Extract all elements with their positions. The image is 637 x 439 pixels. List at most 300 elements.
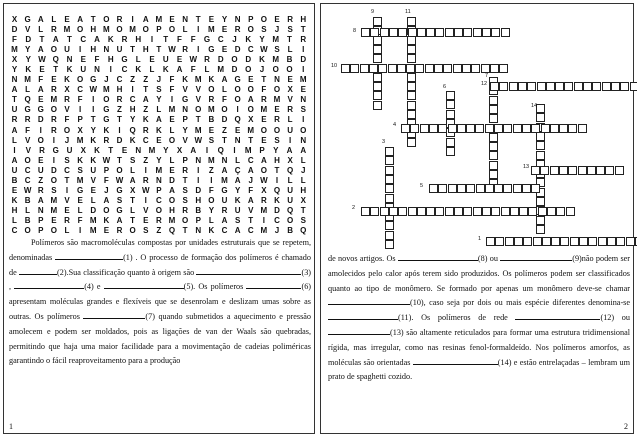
word-search-letter[interactable]: J <box>274 25 280 35</box>
word-search-letter[interactable]: C <box>217 35 224 45</box>
word-search-letter[interactable]: Y <box>156 95 162 105</box>
word-search-letter[interactable]: D <box>90 205 97 215</box>
word-search-letter[interactable]: K <box>135 65 142 75</box>
word-search-letter[interactable]: R <box>142 175 149 185</box>
word-search-letter[interactable]: I <box>275 175 279 185</box>
crossword-cell-7[interactable] <box>489 96 498 105</box>
word-search-letter[interactable]: E <box>208 15 215 24</box>
word-search-letter[interactable]: U <box>162 55 169 65</box>
crossword-cell-1[interactable] <box>542 237 551 246</box>
word-search-letter[interactable]: E <box>274 105 280 115</box>
word-search-letter[interactable]: F <box>12 35 17 45</box>
word-search-letter[interactable]: M <box>168 215 176 225</box>
word-search-letter[interactable]: I <box>109 65 112 75</box>
word-search-letter[interactable]: M <box>50 205 58 215</box>
word-search-letter[interactable]: A <box>11 155 18 165</box>
crossword-cell-9[interactable] <box>373 101 382 110</box>
word-search-letter[interactable]: C <box>116 75 123 85</box>
word-search-letter[interactable]: X <box>64 85 70 95</box>
word-search-letter[interactable]: T <box>90 115 96 125</box>
crossword-cell-12[interactable] <box>630 82 637 91</box>
word-search-letter[interactable]: N <box>182 105 189 115</box>
word-search-letter[interactable]: O <box>273 85 281 95</box>
word-search-letter[interactable]: E <box>248 75 254 85</box>
crossword-cell-2[interactable] <box>389 207 398 216</box>
word-search-letter[interactable]: A <box>234 175 241 185</box>
word-search-letter[interactable]: Q <box>52 55 59 65</box>
word-search-letter[interactable]: D <box>231 65 238 75</box>
word-search-letter[interactable]: W <box>38 55 46 65</box>
word-search-letter[interactable]: O <box>245 65 252 75</box>
word-search-letter[interactable]: J <box>301 165 306 175</box>
word-search-letter[interactable]: I <box>302 45 305 55</box>
word-search-letter[interactable]: K <box>103 125 110 135</box>
crossword-cell-2[interactable] <box>454 207 463 216</box>
word-search-letter[interactable]: I <box>150 35 154 45</box>
word-search-letter[interactable]: S <box>64 155 70 165</box>
word-search-letter[interactable]: H <box>107 55 114 65</box>
word-search-letter[interactable]: M <box>63 25 71 35</box>
word-search-letter[interactable]: D <box>11 25 18 35</box>
crossword-cell-8[interactable] <box>408 28 417 37</box>
word-search-letter[interactable]: R <box>50 115 57 125</box>
word-search-letter[interactable]: K <box>182 75 189 85</box>
word-search-letter[interactable]: T <box>261 75 267 85</box>
crossword-cell-2[interactable] <box>538 207 547 216</box>
word-search-letter[interactable]: A <box>176 65 183 75</box>
word-search-letter[interactable]: V <box>24 135 31 145</box>
crossword-cell-9[interactable] <box>373 45 382 54</box>
word-search-letter[interactable]: Y <box>156 155 162 165</box>
crossword-cell-10[interactable] <box>397 64 406 73</box>
word-search-letter[interactable]: M <box>155 15 163 24</box>
word-search-letter[interactable]: O <box>129 225 136 235</box>
word-search-letter[interactable]: U <box>221 195 228 205</box>
crossword-cell-7[interactable] <box>489 170 498 179</box>
crossword-cell-12[interactable] <box>527 82 536 91</box>
word-search-letter[interactable]: O <box>231 55 238 65</box>
word-search-letter[interactable]: O <box>103 205 110 215</box>
word-search-letter[interactable]: A <box>221 215 228 225</box>
word-search-letter[interactable]: D <box>25 35 32 45</box>
word-search-letter[interactable]: Z <box>143 155 149 165</box>
crossword-cell-13[interactable] <box>605 166 614 175</box>
word-search-letter[interactable]: H <box>116 85 123 95</box>
word-search-letter[interactable]: E <box>64 205 70 215</box>
word-search-letter[interactable]: P <box>248 15 254 24</box>
word-search-letter[interactable]: N <box>274 75 280 85</box>
word-search-letter[interactable]: W <box>194 135 203 145</box>
crossword-cell-5[interactable] <box>466 184 475 193</box>
word-search-letter[interactable]: R <box>50 25 57 35</box>
word-search-letter[interactable]: S <box>182 185 188 195</box>
word-search-letter[interactable]: J <box>156 75 162 85</box>
crossword-cell-5[interactable] <box>503 184 512 193</box>
word-search-letter[interactable]: N <box>103 45 110 55</box>
word-search-letter[interactable]: A <box>286 145 293 155</box>
word-search-letter[interactable]: L <box>287 175 293 185</box>
word-search-letter[interactable]: E <box>221 25 228 35</box>
word-search-letter[interactable]: F <box>77 95 83 105</box>
word-search-letter[interactable]: G <box>116 185 123 195</box>
word-search-letter[interactable]: M <box>148 145 156 155</box>
crossword-cell-1[interactable] <box>560 237 569 246</box>
crossword-cell-5[interactable] <box>485 184 494 193</box>
word-search-letter[interactable]: O <box>260 125 267 135</box>
word-search-letter[interactable]: N <box>221 155 228 165</box>
word-search-letter[interactable]: R <box>182 165 189 175</box>
word-search-letter[interactable]: X <box>287 85 293 95</box>
word-search-letter[interactable]: V <box>90 175 96 185</box>
word-search-letter[interactable]: F <box>177 35 182 45</box>
crossword-cell-2[interactable] <box>426 207 435 216</box>
crossword-cell-12[interactable] <box>564 82 573 91</box>
word-search-letter[interactable]: R <box>50 125 57 135</box>
word-search-letter[interactable]: I <box>131 85 134 95</box>
word-search-letter[interactable]: D <box>217 55 224 65</box>
word-search-letter[interactable]: I <box>79 225 82 235</box>
crossword-cell-2[interactable] <box>463 207 472 216</box>
word-search-letter[interactable]: R <box>221 205 228 215</box>
word-search-letter[interactable]: R <box>274 115 280 125</box>
word-search-letter[interactable]: G <box>116 205 123 215</box>
word-search-letter[interactable]: M <box>103 85 110 95</box>
word-search-letter[interactable]: H <box>142 45 149 55</box>
crossword-cell-1[interactable] <box>523 237 532 246</box>
word-search-letter[interactable]: T <box>117 155 122 165</box>
crossword-cell-4[interactable] <box>559 124 568 133</box>
word-search-letter[interactable]: Y <box>11 65 18 75</box>
crossword-cell-5[interactable] <box>448 184 457 193</box>
word-search-letter[interactable]: T <box>222 135 227 145</box>
crossword-cell-6[interactable] <box>446 147 455 156</box>
answer-blank-7[interactable] <box>83 311 145 319</box>
crossword-cell-1[interactable] <box>616 237 625 246</box>
crossword-cell-12[interactable] <box>583 82 592 91</box>
word-search-letter[interactable]: R <box>234 25 241 35</box>
word-search-letter[interactable]: W <box>189 55 198 65</box>
word-search-letter[interactable]: E <box>80 55 86 65</box>
crossword-cell-8[interactable] <box>380 28 389 37</box>
crossword-cell-5[interactable] <box>476 184 485 193</box>
word-search-letter[interactable]: W <box>260 175 268 185</box>
word-search-letter[interactable]: X <box>11 55 18 65</box>
word-search-letter[interactable]: G <box>208 45 215 55</box>
word-search-letter[interactable]: I <box>236 105 239 115</box>
word-search-letter[interactable]: K <box>274 195 280 205</box>
word-search-letter[interactable]: O <box>155 205 162 215</box>
word-search-letter[interactable]: R <box>182 205 189 215</box>
word-search-letter[interactable]: R <box>260 195 267 205</box>
word-search-letter[interactable]: E <box>234 125 241 135</box>
word-search-letter[interactable]: X <box>77 125 83 135</box>
word-search-letter[interactable]: K <box>129 135 136 145</box>
crossword-cell-10[interactable] <box>360 64 369 73</box>
word-search-letter[interactable]: X <box>129 185 136 195</box>
word-search-letter[interactable]: N <box>234 15 241 24</box>
word-search-letter[interactable]: F <box>103 175 109 185</box>
word-search-letter[interactable]: L <box>64 225 70 235</box>
crossword-cell-2[interactable] <box>491 207 500 216</box>
crossword-cell-13[interactable] <box>559 166 568 175</box>
word-search-letter[interactable]: E <box>38 155 44 165</box>
word-search-letter[interactable]: P <box>156 185 162 195</box>
word-search-letter[interactable]: R <box>155 215 162 225</box>
word-search-letter[interactable]: F <box>77 215 83 225</box>
word-search-letter[interactable]: L <box>12 215 17 225</box>
word-search-letter[interactable]: L <box>12 135 17 145</box>
word-search-letter[interactable]: O <box>50 175 57 185</box>
word-search-letter[interactable]: P <box>195 215 201 225</box>
crossword-cell-7[interactable] <box>489 133 498 142</box>
word-search-letter[interactable]: P <box>38 215 44 225</box>
word-search-letter[interactable]: N <box>182 15 189 24</box>
word-search-letter[interactable]: X <box>300 195 306 205</box>
word-search-letter[interactable]: D <box>274 205 280 215</box>
crossword-cell-10[interactable] <box>453 64 462 73</box>
answer-blank-5[interactable] <box>104 281 184 289</box>
word-search-letter[interactable]: T <box>67 35 72 45</box>
crossword-cell-2[interactable] <box>380 207 389 216</box>
word-search-letter[interactable]: J <box>64 135 70 145</box>
word-search-letter[interactable]: G <box>103 115 110 125</box>
word-search-letter[interactable]: H <box>274 155 280 165</box>
word-search-letter[interactable]: M <box>11 45 18 55</box>
word-search-letter[interactable]: J <box>274 225 280 235</box>
word-search-letter[interactable]: T <box>12 95 17 105</box>
word-search-letter[interactable]: A <box>77 15 84 24</box>
word-search-letter[interactable]: L <box>130 165 136 175</box>
crossword-cell-12[interactable] <box>546 82 555 91</box>
answer-blank-6[interactable] <box>246 281 301 289</box>
word-search-letter[interactable]: C <box>121 65 128 75</box>
crossword-cell-5[interactable] <box>531 184 540 193</box>
crossword-cell-13[interactable] <box>540 166 549 175</box>
crossword-cell-8[interactable] <box>482 28 491 37</box>
word-search-letter[interactable]: G <box>182 95 189 105</box>
word-search-letter[interactable]: P <box>182 155 188 165</box>
word-search-letter[interactable]: V <box>248 205 254 215</box>
word-search-letter[interactable]: K <box>11 195 18 205</box>
word-search-letter[interactable]: V <box>182 135 188 145</box>
crossword-cell-5[interactable] <box>429 184 438 193</box>
crossword-cell-3[interactable] <box>385 147 394 156</box>
crossword-cell-4[interactable] <box>429 124 438 133</box>
word-search-letter[interactable]: L <box>156 105 162 115</box>
word-search-letter[interactable]: G <box>203 35 211 45</box>
word-search-letter[interactable]: I <box>302 65 305 75</box>
word-search-letter[interactable]: L <box>287 45 293 55</box>
word-search-letter[interactable]: C <box>129 95 136 105</box>
word-search-letter[interactable]: R <box>142 125 149 135</box>
word-search-letter[interactable]: T <box>90 15 96 24</box>
word-search-letter[interactable]: I <box>118 125 121 135</box>
crossword-cell-4[interactable] <box>550 124 559 133</box>
word-search-letter[interactable]: S <box>261 25 267 35</box>
crossword-cell-14[interactable] <box>536 216 545 225</box>
word-search-letter[interactable]: C <box>24 165 31 175</box>
word-search-letter[interactable]: L <box>135 55 141 65</box>
word-search-letter[interactable]: E <box>169 115 175 125</box>
crossword-cell-13[interactable] <box>578 166 587 175</box>
word-search-letter[interactable]: M <box>76 175 84 185</box>
word-search-letter[interactable]: I <box>144 195 147 205</box>
word-search-letter[interactable]: P <box>182 115 188 125</box>
crossword-cell-14[interactable] <box>536 113 545 122</box>
word-search-letter[interactable]: A <box>129 175 136 185</box>
crossword-cell-11[interactable] <box>407 17 416 26</box>
word-search-letter[interactable]: K <box>64 75 70 85</box>
word-search-letter[interactable]: K <box>66 65 73 75</box>
word-search-letter[interactable]: K <box>155 125 162 135</box>
word-search-letter[interactable]: S <box>300 215 306 225</box>
word-search-letter[interactable]: K <box>94 145 100 155</box>
word-search-letter[interactable]: A <box>37 45 44 55</box>
word-search-letter[interactable]: L <box>149 65 155 75</box>
word-search-letter[interactable]: Z <box>208 165 214 175</box>
word-search-letter[interactable]: O <box>260 165 267 175</box>
word-search-letter[interactable]: Q <box>287 165 294 175</box>
word-search-letter[interactable]: I <box>79 45 82 55</box>
word-search-letter[interactable]: Y <box>24 45 31 55</box>
crossword-cell-10[interactable] <box>369 64 378 73</box>
word-search-letter[interactable]: O <box>300 125 307 135</box>
crossword-cell-2[interactable] <box>361 207 370 216</box>
word-search-letter[interactable]: M <box>260 105 268 115</box>
crossword-cell-8[interactable] <box>426 28 435 37</box>
word-search-letter[interactable]: Q <box>129 125 136 135</box>
word-search-letter[interactable]: K <box>142 115 149 125</box>
word-search-letter[interactable]: M <box>272 35 280 45</box>
crossword-cell-8[interactable] <box>398 28 407 37</box>
word-search-letter[interactable]: T <box>300 205 306 215</box>
word-search-letter[interactable]: U <box>66 145 73 155</box>
word-search-letter[interactable]: U <box>116 45 123 55</box>
answer-blank-9[interactable] <box>500 253 572 261</box>
word-search-letter[interactable]: M <box>217 65 225 75</box>
word-search-letter[interactable]: A <box>234 225 241 235</box>
crossword-cell-1[interactable] <box>588 237 597 246</box>
word-search-letter[interactable]: L <box>169 125 175 135</box>
word-search-letter[interactable]: M <box>76 135 84 145</box>
word-search-letter[interactable]: F <box>190 65 196 75</box>
word-search-letter[interactable]: O <box>77 75 84 85</box>
word-search-letter[interactable]: V <box>143 205 149 215</box>
crossword-cell-4[interactable] <box>578 124 587 133</box>
crossword-cell-8[interactable] <box>361 28 370 37</box>
word-search-letter[interactable]: T <box>130 195 136 205</box>
word-search-letter[interactable]: R <box>300 35 307 45</box>
word-search-letter[interactable]: T <box>248 215 254 225</box>
crossword-cell-9[interactable] <box>373 73 382 82</box>
crossword-cell-10[interactable] <box>481 64 490 73</box>
crossword-cell-7[interactable] <box>489 161 498 170</box>
word-search-letter[interactable]: O <box>234 85 241 95</box>
crossword-cell-5[interactable] <box>494 184 503 193</box>
word-search-letter[interactable]: R <box>287 105 294 115</box>
word-search-letter[interactable]: L <box>300 155 306 165</box>
crossword-cell-3[interactable] <box>385 231 394 240</box>
word-search-letter[interactable]: K <box>25 65 32 75</box>
word-search-letter[interactable]: M <box>247 125 255 135</box>
word-search-letter[interactable]: S <box>182 195 188 205</box>
word-search-letter[interactable]: A <box>37 15 44 24</box>
word-search-letter[interactable]: D <box>300 55 307 65</box>
word-search-letter[interactable]: H <box>90 25 97 35</box>
crossword-cell-13[interactable] <box>531 166 540 175</box>
answer-blank-14[interactable] <box>413 357 498 365</box>
word-search-letter[interactable]: A <box>37 85 44 95</box>
word-search-letter[interactable]: M <box>50 195 58 205</box>
word-search-letter[interactable]: S <box>156 85 162 95</box>
crossword-cell-10[interactable] <box>462 64 471 73</box>
word-search-letter[interactable]: R <box>116 225 123 235</box>
crossword-cell-14[interactable] <box>536 104 545 113</box>
word-search-letter[interactable]: L <box>204 65 210 75</box>
answer-blank-8[interactable] <box>398 253 478 261</box>
crossword-cell-3[interactable] <box>385 175 394 184</box>
word-search-letter[interactable]: Y <box>221 15 228 24</box>
word-search-letter[interactable]: E <box>11 185 18 195</box>
word-search-letter[interactable]: R <box>260 95 267 105</box>
word-search-letter[interactable]: S <box>287 25 293 35</box>
crossword-cell-2[interactable] <box>435 207 444 216</box>
crossword-cell-10[interactable] <box>388 64 397 73</box>
word-search-letter[interactable]: O <box>234 95 241 105</box>
word-search-letter[interactable]: M <box>273 95 281 105</box>
word-search-letter[interactable]: K <box>107 35 114 45</box>
word-search-letter[interactable]: V <box>195 95 201 105</box>
word-search-letter[interactable]: T <box>156 45 162 55</box>
word-search-letter[interactable]: G <box>103 105 110 115</box>
word-search-letter[interactable]: U <box>287 125 294 135</box>
crossword-cell-1[interactable] <box>607 237 616 246</box>
word-search-letter[interactable]: Y <box>90 125 96 135</box>
word-search-letter[interactable]: T <box>108 145 114 155</box>
word-search-letter[interactable]: X <box>80 145 86 155</box>
word-search-letter[interactable]: A <box>169 185 175 195</box>
word-search-letter[interactable]: O <box>221 105 228 115</box>
word-search-letter[interactable]: A <box>11 125 18 135</box>
crossword-cell-7[interactable] <box>489 151 498 160</box>
word-search-letter[interactable]: F <box>94 55 100 65</box>
word-search-letter[interactable]: S <box>208 135 215 145</box>
word-search-letter[interactable]: T <box>39 35 45 45</box>
word-search-letter[interactable]: B <box>286 55 293 65</box>
crossword-cell-14[interactable] <box>536 151 545 160</box>
crossword-cell-4[interactable] <box>475 124 484 133</box>
word-search-letter[interactable]: Z <box>143 75 149 85</box>
crossword-cell-11[interactable] <box>407 82 416 91</box>
word-search-letter[interactable]: I <box>197 45 200 55</box>
word-search-letter[interactable]: G <box>234 75 241 85</box>
answer-blank-12[interactable] <box>515 312 600 320</box>
word-search-letter[interactable]: Y <box>208 205 215 215</box>
word-search-letter[interactable]: X <box>287 155 293 165</box>
word-search-letter[interactable]: C <box>247 225 254 235</box>
word-search-letter[interactable]: S <box>77 165 83 175</box>
word-search-letter[interactable]: L <box>90 195 96 205</box>
crossword-cell-2[interactable] <box>473 207 482 216</box>
word-search-letter[interactable]: E <box>176 55 183 65</box>
word-search-letter[interactable]: F <box>208 185 214 195</box>
word-search-letter[interactable]: I <box>205 145 209 155</box>
crossword-cell-12[interactable] <box>490 82 499 91</box>
word-search-letter[interactable]: O <box>168 25 176 35</box>
word-search-letter[interactable]: C <box>64 165 70 175</box>
word-search-letter[interactable]: A <box>142 15 149 24</box>
word-search-letter[interactable]: B <box>287 225 294 235</box>
